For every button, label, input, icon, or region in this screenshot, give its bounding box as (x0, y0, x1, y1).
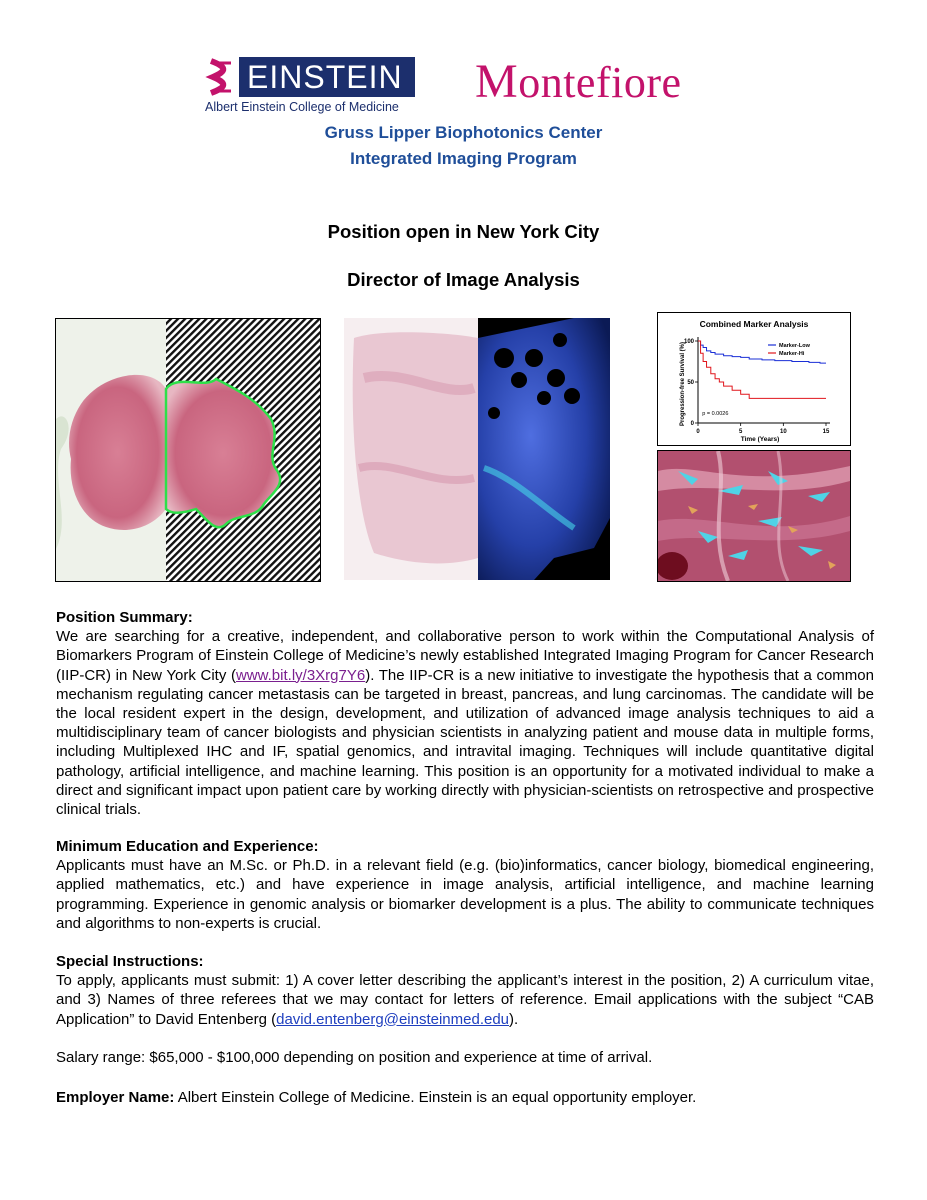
chart-xlabel: Time (Years) (740, 436, 780, 443)
multiplex-fluorescence-figure (344, 318, 610, 580)
chart-title: Combined Marker Analysis (699, 319, 809, 329)
chart-ylabel: Progression-free Survival (%) (680, 341, 686, 427)
instructions-text-b: ). (509, 1010, 519, 1028)
education-section (56, 837, 874, 933)
employer-text: Albert Einstein College of Medicine. Einstein is an equal opportunity employer. (174, 1089, 697, 1106)
y-tick-label: 0 (690, 421, 694, 427)
position-summary-label: Position Summary: (56, 609, 193, 626)
einstein-subtitle: Albert Einstein College of Medicine (205, 100, 399, 114)
einstein-logo (205, 57, 417, 119)
tissue-segmentation-figure (55, 318, 321, 582)
position-summary-text-a: We are searching for a creative, independent, and collaborative person to work within the Computational Analysis of Biomarkers Program of Einstein College of Medicine’s newly established Integrated Imaging Program for Cancer Research (IIP-CR) in New York City ( (56, 628, 874, 684)
salary-text: Salary range: $65,000 - $100,000 depending on position and experience at time of arrival. (56, 1049, 653, 1066)
kaplan-meier-chart (657, 312, 851, 446)
instructions-section (56, 952, 874, 1029)
employer-line (56, 1088, 874, 1107)
instructions-label: Special Instructions: (56, 953, 204, 970)
center-name-line2: Integrated Imaging Program (350, 149, 577, 168)
position-location-heading: Position open in New York City (327, 221, 600, 242)
email-link[interactable]: david.entenberg@einsteinmed.edu (276, 1010, 510, 1028)
chart-canvas (658, 313, 850, 445)
job-title-heading: Director of Image Analysis (347, 269, 580, 290)
legend-label-marker-hi: Marker-Hi (779, 351, 805, 357)
x-tick-label: 0 (696, 429, 700, 435)
x-tick-label: 10 (779, 429, 787, 435)
legend-label-marker-low: Marker-Low (779, 343, 810, 349)
montefiore-logo (475, 54, 682, 109)
p-value-annotation: p = 0.0026 (702, 410, 729, 417)
montefiore-initial: M (475, 55, 519, 108)
salary-line (56, 1048, 874, 1067)
position-summary-section (56, 608, 874, 819)
y-tick-label: 50 (687, 380, 694, 386)
x-tick-label: 5 (738, 429, 743, 435)
center-name-line1: Gruss Lipper Biophotonics Center (324, 123, 603, 142)
iip-cr-link[interactable]: www.bit.ly/3Xrg7Y6 (235, 666, 366, 684)
education-label: Minimum Education and Experience: (56, 838, 319, 855)
instructions-text-a: To apply, applicants must submit: 1) A cover letter describing the applicant’s interest in the position, 2) A curriculum vitae, and 3) Names of three referees that we may contact for letters of reference. Email applications with the subject “CAB Application” to David Entenberg ( (56, 972, 874, 1028)
education-text: Applicants must have an M.Sc. or Ph.D. in a relevant field (e.g. (bio)informatics, cancer biology, biomedical engineering, applied mathematics, etc.) and have experience in image analysis, artificial intelligence, and machine learning programming. Experience in genomic analysis or biomarker development is a plus. The ability to communicate techniques and algorithms to non-experts is crucial. (56, 857, 874, 932)
employer-label: Employer Name: (56, 1089, 175, 1106)
stained-tissue-figure (657, 450, 851, 582)
dna-helix-icon (205, 57, 239, 97)
montefiore-rest: ontefiore (518, 58, 682, 107)
series-line-marker-hi (698, 341, 826, 398)
einstein-wordmark: EINSTEIN (247, 58, 403, 95)
x-tick-label: 15 (822, 429, 830, 435)
einstein-logo-box (205, 57, 415, 97)
position-summary-text-b: ). The IIP-CR is a new initiative to investigate the hypothesis that a common mechanism regulating cancer metastasis can be targeted in breast, pancreas, and lung carcinomas. The candidate will be the local resident expert in the design, development, and utilization of advanced image analysis techniques to aid a multidisciplinary team of cancer biologists and physician scientists in analyzing patient and mouse data in multiple forms, including Multiplexed IHC and IF, spatial genomics, and intravital imaging. Techniques will include quantitative digital pathology, artificial intelligence, and machine learning. This position is an opportunity for a motivated individual to make a direct and significant impact upon patient care by working directly with physician-scientists on retrospective and prospective clinical trials. (56, 666, 874, 819)
y-tick-label: 100 (683, 339, 694, 345)
